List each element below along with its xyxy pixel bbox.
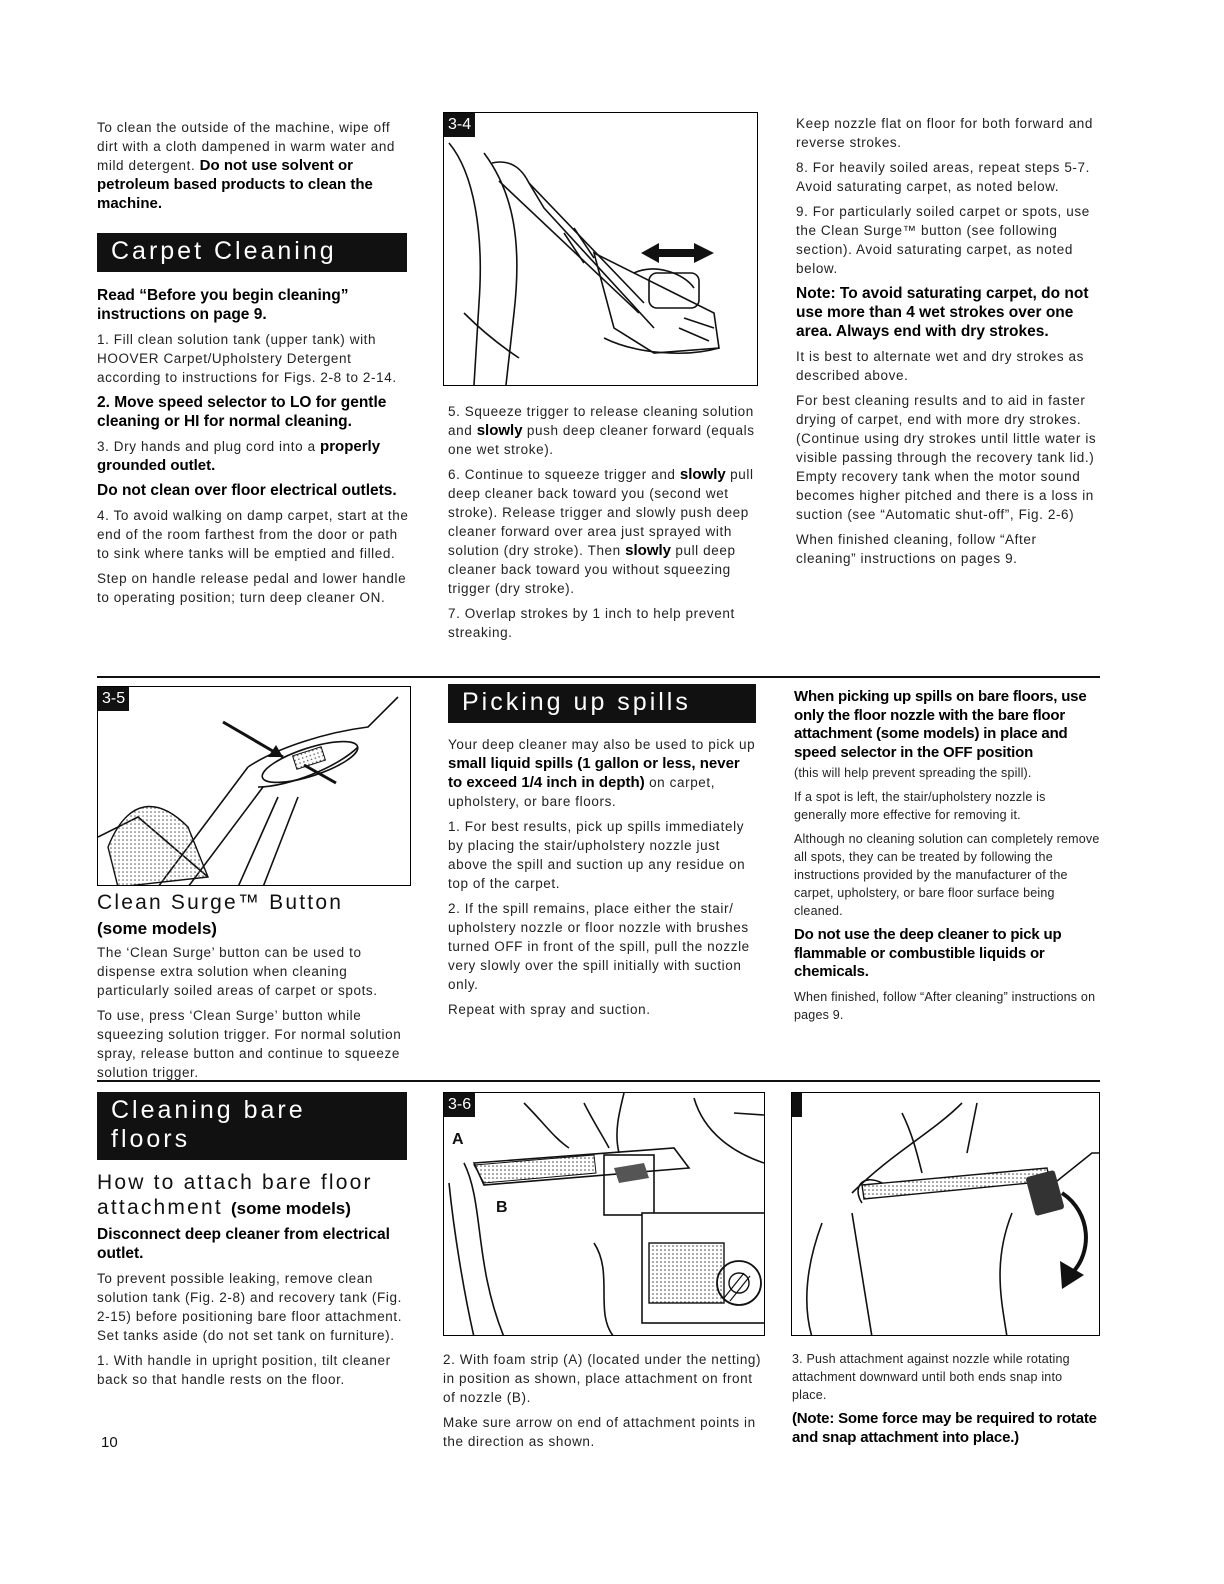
spills-step-2: 2. If the spill remains, place either the stair/ upholstery nozzle or floor nozzle with brushes turned OFF in front of the spill, pull the nozzle very slowly over the spill initially with suction only. [448, 901, 750, 992]
when-finished: When finished cleaning, follow “After cleaning” instructions on pages 9. [796, 532, 1037, 566]
figure-label: 3-4 [444, 113, 475, 137]
step-9: 9. For particularly soiled carpet or spots, use the Clean Surge™ button (see following section). Avoid saturating carpet, as noted below. [796, 204, 1090, 276]
read-before-instruction: Read “Before you begin cleaning” instructions on page 9. [97, 287, 349, 323]
snap-attachment-illustration [792, 1093, 1100, 1336]
step-6: 6. Continue to squeeze trigger and slowly pull deep cleaner back toward you (second wet stroke). Release trigger and slowly push deep cleaner forward over area just sprayed with solution (dry stroke). Then slowly pull deep cleaner back toward you without squeezing trigger (dry stroke). [448, 466, 754, 596]
section-divider-1 [97, 676, 1100, 678]
alternate-strokes: It is best to alternate wet and dry strokes as described above. [796, 349, 1084, 383]
page-number: 10 [101, 1434, 118, 1451]
figure-3-6 [443, 1092, 765, 1336]
set-tanks-aside: Set tanks aside (do not set tank on furniture). [97, 1328, 395, 1343]
picking-up-spills-column [448, 684, 758, 1025]
attach-step-1: 1. With handle in upright position, tilt cleaner back so that handle rests on the floor. [97, 1353, 391, 1387]
bare-floor-spills-instruction: When picking up spills on bare floors, use only the floor nozzle with the bare floor attachment (some models) in place and speed selector in the OFF position [794, 688, 1087, 761]
intro-warning: Do not use solvent or petroleum based products to clean the machine. [97, 157, 373, 212]
prevent-spread-note: (this will help prevent spreading the spill). [794, 766, 1032, 780]
attach-heading: How to attach bare floor attachment (some models) [97, 1171, 373, 1219]
step-7: 7. Overlap strokes by 1 inch to help prevent streaking. [448, 606, 735, 640]
deep-cleaner-push-illustration [444, 113, 758, 386]
spills-intro: Your deep cleaner may also be used to pick up small liquid spills (1 gallon or less, never to exceed 1/4 inch in depth) on carpet, upholstery, or bare floors. [448, 737, 756, 809]
step-3: 3. Dry hands and plug cord into a properly grounded outlet. [97, 438, 381, 474]
attach-step-2-column [443, 1350, 763, 1457]
spills-repeat: Repeat with spray and suction. [448, 1002, 651, 1017]
attach-step-3: 3. Push attachment against nozzle while rotating attachment downward until both ends snap into place. [792, 1352, 1070, 1402]
figure-label: 3-6 [444, 1093, 475, 1117]
clean-surge-button-illustration [98, 687, 411, 886]
outlet-warning: Do not clean over floor electrical outlets. [97, 482, 397, 499]
step-8: 8. For heavily soiled areas, repeat steps 5-7. Avoid saturating carpet, as noted below. [796, 160, 1090, 194]
step-4: 4. To avoid walking on damp carpet, start at the end of the room farthest from the door or path to sink where tanks will be emptied and filled. [97, 508, 409, 561]
attach-foam-strip-illustration [444, 1093, 765, 1336]
bare-floors-column [97, 1092, 409, 1395]
intro-text: To clean the outside of the machine, wipe off dirt with a cloth dampened in warm water and mild detergent. Do not use solvent or petroleum based products to clean the machine. [97, 120, 396, 212]
steps-5-7-column [448, 402, 763, 648]
steps-8-9-column [796, 114, 1100, 574]
figure-3-4 [443, 112, 758, 386]
figure-label-cropped [792, 1093, 802, 1117]
carpet-cleaning-banner: Carpet Cleaning [97, 233, 407, 272]
spills-step-1: 1. For best results, pick up spills immediately by placing the stair/upholstery nozzle just above the spill and suction up any residue on top of the carpet. [448, 819, 746, 891]
figure-3-7 [791, 1092, 1100, 1336]
figure-3-5 [97, 686, 411, 886]
flammable-warning: Do not use the deep cleaner to pick up flammable or combustible liquids or chemicals. [794, 926, 1062, 980]
clean-surge-usage: To use, press ‘Clean Surge’ button while squeezing solution trigger. For normal solution spray, release button and continue to squeeze solution trigger. [97, 1008, 402, 1080]
clean-surge-heading: Clean Surge™ Button (some models) [97, 891, 344, 938]
step-2: 2. Move speed selector to LO for gentle cleaning or HI for normal cleaning. [97, 394, 387, 430]
when-finished-spills: When finished, follow “After cleaning” instructions on pages 9. [794, 989, 1096, 1022]
spot-treatment-note: Although no cleaning solution can completely remove all spots, they can be treated by following the instructions provided by the manufacturer of the carpet, upholstery, or bare floor surface being cleaned. [794, 832, 1100, 918]
best-results: For best cleaning results and to aid in faster drying of carpet, end with more dry strokes. (Continue using dry strokes until little water is visible passing through the recovery tank lid.) [796, 393, 1097, 465]
keep-nozzle-flat: Keep nozzle flat on floor for both forward and reverse strokes. [796, 116, 1094, 150]
disconnect-warning: Disconnect deep cleaner from electrical outlet. [97, 1226, 390, 1262]
callout-a: A [452, 1131, 464, 1148]
cleaning-bare-floors-banner: Cleaning bare floors [97, 1092, 407, 1160]
callout-b: B [496, 1199, 508, 1216]
spot-left-note: If a spot is left, the stair/upholstery nozzle is generally more effective for removing it. [794, 790, 1046, 822]
clean-surge-column [97, 890, 409, 1088]
saturation-note: Note: To avoid saturating carpet, do not use more than 4 wet strokes over one area. Always end with dry strokes. [796, 285, 1089, 340]
pedal-instruction: Step on handle release pedal and lower handle to operating position; turn deep cleaner ON. [97, 571, 407, 605]
bare-floor-spills-column [794, 688, 1100, 1030]
force-note: (Note: Some force may be required to rotate and snap attachment into place.) [792, 1410, 1097, 1446]
attach-step-3-column [792, 1350, 1100, 1453]
picking-up-spills-banner: Picking up spills [448, 684, 756, 723]
empty-tank: Empty recovery tank when the motor sound becomes higher pitched and there is a loss in suction (see “Automatic shut-off”, Fig. 2-6) [796, 469, 1094, 522]
attach-step-2: 2. With foam strip (A) (located under the netting) in position as shown, place attachment on front of nozzle (B). [443, 1352, 762, 1405]
clean-surge-description: The ‘Clean Surge’ button can be used to dispense extra solution when cleaning particularly soiled areas of carpet or spots. [97, 945, 378, 998]
step-1: 1. Fill clean solution tank (upper tank) with HOOVER Carpet/Upholstery Detergent according to instructions for Figs. 2-8 to 2-14. [97, 332, 397, 385]
section-divider-2 [97, 1080, 1100, 1082]
remove-tanks: To prevent possible leaking, remove clean solution tank (Fig. 2-8) and recovery tank (Fig. 2-15) before positioning bare floor attachment. [97, 1271, 403, 1324]
arrow-direction-note: Make sure arrow on end of attachment points in the direction as shown. [443, 1415, 756, 1449]
figure-label: 3-5 [98, 687, 129, 711]
intro-column [97, 118, 409, 613]
step-5: 5. Squeeze trigger to release cleaning solution and slowly push deep cleaner forward (equals one wet stroke). [448, 404, 755, 457]
